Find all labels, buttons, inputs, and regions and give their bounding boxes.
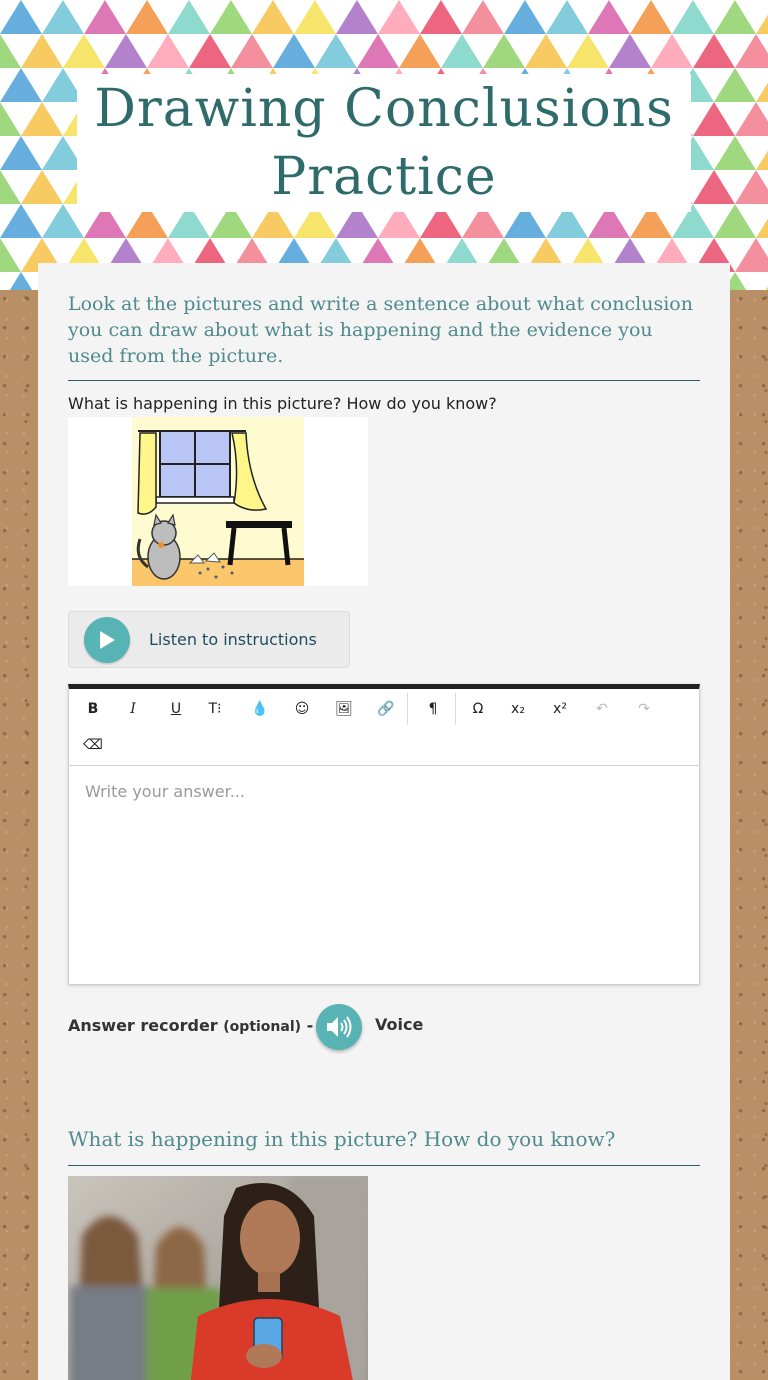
pattern-triangle bbox=[756, 68, 768, 102]
text-color-icon[interactable]: 💧 bbox=[251, 701, 269, 717]
pattern-triangle bbox=[84, 0, 126, 34]
pattern-triangle bbox=[735, 170, 768, 204]
pattern-triangle bbox=[651, 34, 693, 68]
answer-textarea[interactable]: Write your answer... bbox=[85, 782, 245, 801]
paragraph-direction-icon[interactable]: ¶ bbox=[428, 701, 438, 717]
pattern-triangle bbox=[588, 0, 630, 34]
pattern-triangle bbox=[63, 34, 105, 68]
underline-icon[interactable]: U bbox=[170, 701, 182, 717]
pattern-triangle bbox=[546, 0, 588, 34]
pattern-triangle bbox=[210, 0, 252, 34]
pattern-triangle bbox=[357, 34, 399, 68]
pattern-triangle bbox=[714, 68, 756, 102]
pattern-triangle bbox=[0, 34, 21, 68]
girls-phone-photo bbox=[68, 1176, 368, 1380]
pattern-triangle bbox=[693, 34, 735, 68]
pattern-triangle bbox=[168, 0, 210, 34]
pattern-triangle bbox=[441, 34, 483, 68]
listen-label: Listen to instructions bbox=[149, 630, 317, 649]
recorder-dash: - bbox=[301, 1016, 314, 1035]
voice-label: Voice bbox=[375, 1015, 424, 1034]
pattern-triangle bbox=[147, 34, 189, 68]
pattern-triangle bbox=[315, 34, 357, 68]
pattern-triangle bbox=[294, 0, 336, 34]
pattern-triangle bbox=[231, 34, 273, 68]
toolbar-separator bbox=[407, 693, 408, 725]
cat-picture bbox=[68, 417, 368, 586]
pattern-triangle bbox=[0, 136, 42, 170]
pattern-triangle bbox=[105, 34, 147, 68]
redo-icon[interactable]: ↷ bbox=[638, 701, 650, 717]
toolbar-separator bbox=[455, 693, 456, 725]
pattern-triangle bbox=[504, 0, 546, 34]
pattern-triangle bbox=[756, 136, 768, 170]
answer-recorder bbox=[68, 1003, 700, 1053]
pattern-triangle bbox=[756, 204, 768, 238]
divider bbox=[68, 380, 700, 381]
recorder-title: Answer recorder bbox=[68, 1016, 218, 1035]
pattern-triangle bbox=[735, 102, 768, 136]
listen-instructions-button[interactable] bbox=[68, 611, 350, 668]
pattern-triangle bbox=[399, 34, 441, 68]
pattern-triangle bbox=[735, 34, 768, 68]
pattern-triangle bbox=[0, 170, 21, 204]
title-box bbox=[77, 74, 691, 212]
pattern-triangle bbox=[0, 0, 42, 34]
divider bbox=[68, 1165, 700, 1166]
undo-icon[interactable]: ↶ bbox=[596, 701, 608, 717]
pattern-triangle bbox=[735, 238, 768, 272]
instructions-text: Look at the pictures and write a sentence about what conclusion you can draw about what is happening and the evidence you used from the picture. bbox=[68, 293, 693, 367]
pattern-triangle bbox=[0, 102, 21, 136]
bold-icon[interactable]: B bbox=[87, 701, 99, 717]
question-2: What is happening in this picture? How do you know? bbox=[68, 1127, 616, 1151]
image-icon[interactable]: 🖼 bbox=[335, 701, 353, 717]
pattern-triangle bbox=[567, 34, 609, 68]
pattern-triangle bbox=[420, 0, 462, 34]
pattern-triangle bbox=[21, 170, 63, 204]
pattern-triangle bbox=[21, 34, 63, 68]
play-icon bbox=[84, 617, 130, 663]
pattern-triangle bbox=[0, 68, 42, 102]
clear-formatting-icon[interactable]: ⌫ bbox=[83, 737, 103, 753]
pattern-triangle bbox=[0, 238, 21, 272]
pattern-triangle bbox=[693, 170, 735, 204]
pattern-triangle bbox=[189, 34, 231, 68]
pattern-triangle bbox=[483, 34, 525, 68]
font-size-icon[interactable]: T⁝ bbox=[208, 701, 222, 717]
pattern-triangle bbox=[126, 0, 168, 34]
pattern-triangle bbox=[0, 204, 42, 238]
pattern-triangle bbox=[693, 102, 735, 136]
pattern-triangle bbox=[525, 34, 567, 68]
pattern-triangle bbox=[252, 0, 294, 34]
pattern-triangle bbox=[756, 0, 768, 34]
pattern-triangle bbox=[714, 204, 756, 238]
editor-toolbar bbox=[69, 689, 699, 766]
pattern-triangle bbox=[714, 136, 756, 170]
pattern-triangle bbox=[609, 34, 651, 68]
emoji-icon[interactable]: ☺ bbox=[294, 701, 310, 717]
pattern-triangle bbox=[336, 0, 378, 34]
page-title: Drawing Conclusions Practice bbox=[94, 79, 674, 207]
question-1: What is happening in this picture? How do you know? bbox=[68, 394, 497, 413]
pattern-triangle bbox=[21, 102, 63, 136]
special-character-icon[interactable]: Ω bbox=[472, 701, 484, 717]
voice-record-button[interactable] bbox=[316, 1004, 362, 1050]
superscript-icon[interactable]: x² bbox=[553, 701, 567, 717]
pattern-triangle bbox=[630, 0, 672, 34]
recorder-label bbox=[68, 1016, 313, 1035]
pattern-triangle bbox=[378, 0, 420, 34]
subscript-icon[interactable]: x₂ bbox=[511, 701, 525, 717]
pattern-triangle bbox=[756, 272, 768, 290]
pattern-triangle bbox=[42, 0, 84, 34]
pattern-triangle bbox=[273, 34, 315, 68]
pattern-triangle bbox=[462, 0, 504, 34]
worksheet-card bbox=[38, 263, 730, 1380]
italic-icon[interactable]: I bbox=[130, 701, 136, 717]
link-icon[interactable]: 🔗 bbox=[377, 701, 395, 717]
pattern-triangle bbox=[0, 272, 42, 290]
speaker-icon bbox=[325, 1014, 353, 1040]
pattern-triangle bbox=[714, 0, 756, 34]
pattern-triangle bbox=[672, 0, 714, 34]
recorder-optional: (optional) bbox=[223, 1019, 302, 1035]
rich-text-editor bbox=[68, 684, 700, 985]
